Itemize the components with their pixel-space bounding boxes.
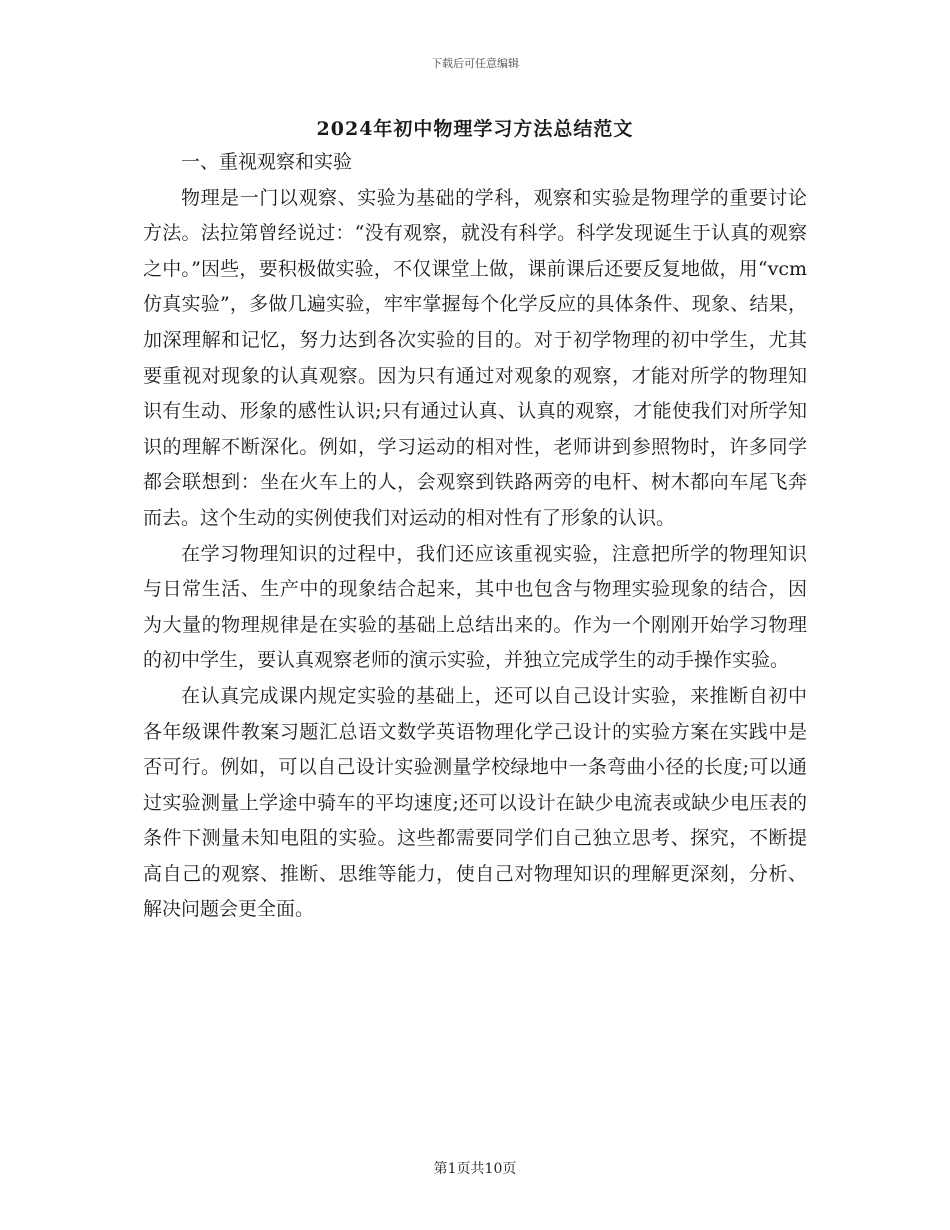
document-title: 2024年初中物理学习方法总结范文 — [316, 118, 634, 140]
document-body — [143, 145, 807, 928]
paragraph-2: 在学习物理知识的过程中，我们还应该重视实验，注意把所学的物理知识与日常生活、生产中的现象结合起来，其中也包含与物理实验现象的结合，因为大量的物理规律是在实验的基础上总结出来的。作为一个刚刚开始学习物理的初中学生，要认真观察老师的演示实验，并独立完成学生的动手操作实验。 — [143, 542, 807, 672]
paragraph-1: 物理是一门以观察、实验为基础的学科，观察和实验是物理学的重要讨论方法。法拉第曾经说过：“没有观察，就没有科学。科学发现诞生于认真的观察之中。”因些，要积极做实验，不仅课堂上做，课前课后还要反复地做，用“vcm仿真实验”，多做几遍实验，牢牢掌握每个化学反应的具体条件、现象、结果，加深理解和记忆，努力达到各次实验的目的。对于初学物理的初中学生，尤其要重视对现象的认真观察。因为只有通过对观象的观察，才能对所学的物理知识有生动、形象的感性认识;只有通过认真、认真的观察，才能使我们对所学知识的理解不断深化。例如，学习运动的相对性，老师讲到参照物时，许多同学都会联想到：坐在火车上的人，会观察到铁路两旁的电杆、树木都向车尾飞奔而去。这个生动的实例使我们对运动的相对性有了形象的认识。 — [143, 186, 807, 529]
section-heading: 一、重视观察和实验 — [181, 151, 353, 173]
page-footer: 第1页共10页 — [433, 1161, 517, 1177]
paragraph-3: 在认真完成课内规定实验的基础上，还可以自己设计实验，来推断自初中各年级课件教案习题汇总语文数学英语物理化学己设计的实验方案在实践中是否可行。例如，可以自己设计实验测量学校绿地中一条弯曲小径的长度;可以通过实验测量上学途中骑车的平均速度;还可以设计在缺少电流表或缺少电压表的条件下测量未知电阻的实验。这些都需要同学们自己独立思考、探究，不断提高自己的观察、推断、思维等能力，使自己对物理知识的理解更深刻，分析、解决问题会更全面。 — [143, 684, 807, 921]
header-note: 下载后可任意编辑 — [431, 57, 519, 70]
